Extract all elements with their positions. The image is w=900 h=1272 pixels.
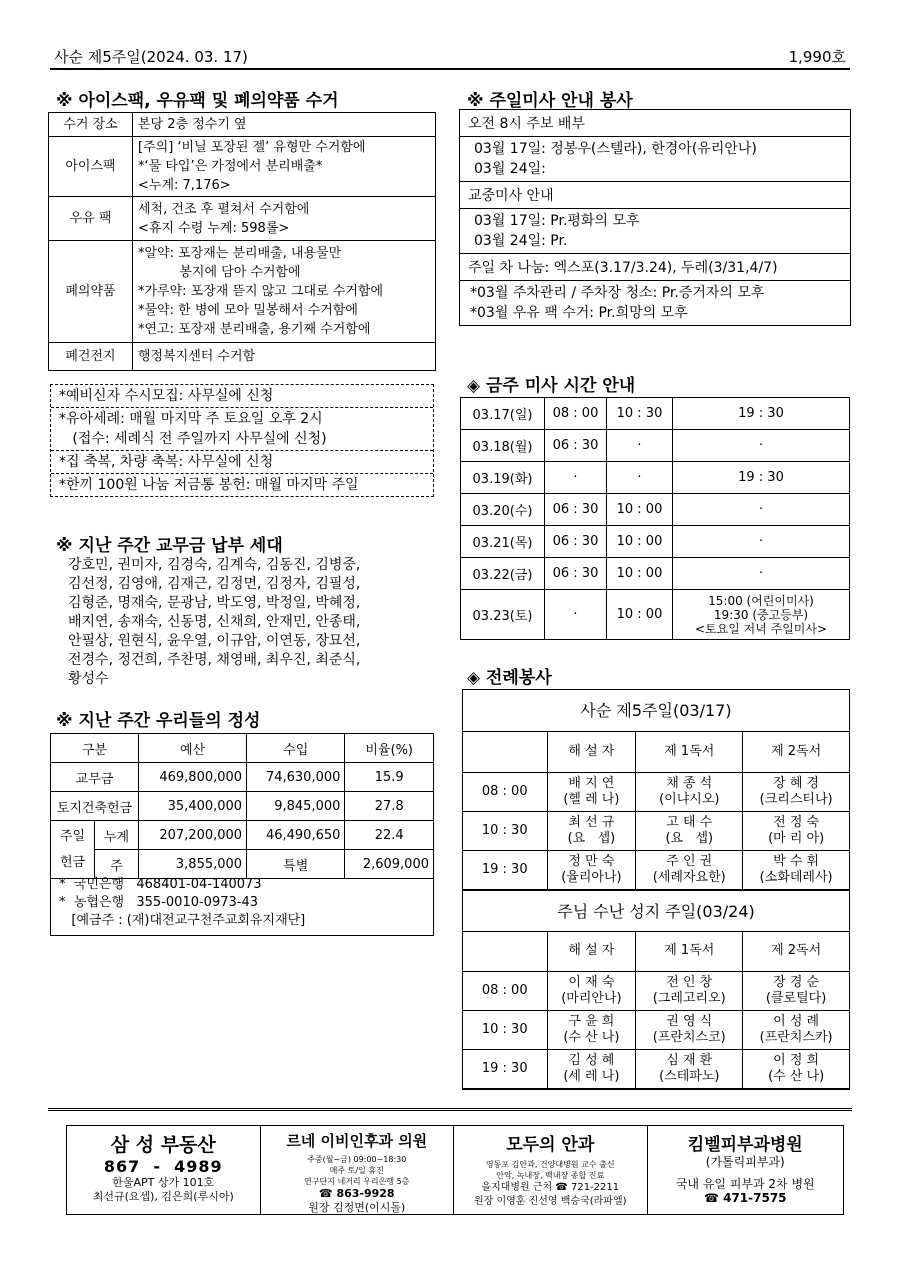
- mass-cell: 03.21(목): [461, 526, 545, 558]
- mass-cell: 03.17(일): [461, 398, 545, 430]
- finance-title: ※ 지난 주간 우리들의 정성: [56, 711, 261, 731]
- finance-cell: 15.9: [345, 763, 434, 792]
- ad-skin-clinic: [648, 1126, 844, 1214]
- donor-line: 김형준, 명재숙, 문광남, 박도영, 박정일, 박혜정,: [68, 595, 361, 611]
- service-week-title: 사순 제5주일(03/17): [463, 690, 849, 732]
- service-col-header: 제 1독서: [636, 732, 743, 772]
- finance-cell: 2,609,000: [345, 850, 434, 879]
- collect-key: 수거 장소: [49, 113, 133, 137]
- mass-cell: 03.19(화): [461, 462, 545, 494]
- collect-value: 본당 2층 정수기 옆: [133, 113, 436, 137]
- mass-table: [460, 397, 850, 640]
- service-person: 박 수 휘 (소화데레사): [743, 850, 849, 889]
- mass-cell: ·: [545, 462, 607, 494]
- collect-value: 세척, 건조 후 펼쳐서 수거함에 <휴지 수령 누계: 598롤>: [133, 197, 436, 241]
- mass-cell: 06 : 30: [545, 430, 607, 462]
- ad-line: 연구단지 네거리 우리은행 5층: [304, 1177, 410, 1186]
- service-time: 19 : 30: [463, 1050, 547, 1089]
- mass-cell: 03.18(월): [461, 430, 545, 462]
- ad-name: 르네 이비인후과 의원: [286, 1132, 428, 1150]
- ad-name: 삼 성 부동산: [110, 1134, 216, 1156]
- collect-value: 행정복지센터 수거함: [133, 343, 436, 371]
- collect-value: [주의] ‘비닐 포장된 젤’ 유형만 수거함에 *‘물 타입’은 가정에서 분리배출* <누계: 7,176>: [133, 137, 436, 197]
- service-title: ◈ 전례봉사: [467, 668, 552, 688]
- ad-realestate: [67, 1126, 261, 1214]
- donor-line: 김선정, 김영애, 김재근, 김정면, 김정자, 김필성,: [68, 576, 361, 592]
- mass-cell: 19 : 30: [673, 462, 850, 494]
- finance-cell: 특별: [247, 850, 345, 879]
- notice-item: *집 축복, 차량 축복: 사무실에 신청: [51, 451, 433, 474]
- collect-table: [48, 112, 436, 371]
- bank-line: [예금주 : (재)대전교구천주교회유지재단]: [59, 913, 306, 928]
- service-person: 심 재 환 (스테파노): [636, 1050, 743, 1089]
- mass-cell: ·: [607, 430, 673, 462]
- collect-key: 아이스팩: [49, 137, 133, 197]
- finance-cell: 주: [95, 850, 139, 879]
- finance-cell: 교무금: [51, 763, 139, 792]
- mass-cell: ·: [673, 494, 850, 526]
- mass-cell: ·: [545, 590, 607, 640]
- service-col-header: 제 1독서: [636, 932, 743, 972]
- sunday-head: 오전 8시 주보 배부: [460, 110, 850, 137]
- mass-cell: ·: [607, 462, 673, 494]
- ad-line: 최선규(요셉), 김은희(루시아): [92, 1190, 234, 1203]
- ads-bar: [66, 1125, 844, 1215]
- service-box: [462, 689, 850, 1090]
- footer-divider: [48, 1108, 852, 1111]
- service-col-header: 제 2독서: [743, 732, 849, 772]
- sunday-box: [459, 109, 851, 326]
- finance-cell: 46,490,650: [247, 821, 345, 850]
- collect-value: *알약: 포장재는 분리배출, 내용물만 봉지에 담아 수거함에 *가루약: 포장재 뜯지 않고 그대로 수거함에 *물약: 한 병에 모아 밀봉해서 수거함에 *연고: 포장재 분리배출, 용기째 수거함에: [133, 241, 436, 343]
- sunday-line: 03월 17일: 정봉우(스텔라), 한경아(유리안나): [474, 141, 757, 157]
- donor-line: 전경수, 정건희, 주찬명, 채영배, 최우진, 최준식,: [68, 652, 361, 668]
- service-col-header: 해 설 자: [547, 932, 636, 972]
- mass-cell: 03.22(금): [461, 558, 545, 590]
- service-table-week2: [463, 932, 849, 1090]
- finance-cell: 35,400,000: [139, 792, 247, 821]
- sunday-head: 주일 차 나눔: 엑스포(3.17/3.24), 두레(3/31,4/7): [460, 254, 850, 281]
- mass-cell: 10 : 00: [607, 558, 673, 590]
- notice-item: *유아세례: 매월 마지막 주 토요일 오후 2시 (접수: 세례식 전 주일까지 사무실에 신청): [51, 408, 433, 451]
- service-col-header: 해 설 자: [547, 732, 636, 772]
- mass-cell: 06 : 30: [545, 558, 607, 590]
- finance-cell: 토지건축헌금: [51, 792, 139, 821]
- collect-key: 우유 팩: [49, 197, 133, 241]
- finance-cell: 74,630,000: [247, 763, 345, 792]
- service-time: 08 : 00: [463, 772, 547, 811]
- service-person: 전 인 창 (그레고리오): [636, 972, 743, 1011]
- finance-cell: 누계: [95, 821, 139, 850]
- finance-cell: 207,200,000: [139, 821, 247, 850]
- sunday-line: 03월 24일: Pr.: [474, 233, 568, 249]
- ad-line: 국내 유일 피부과 2차 병원: [675, 1177, 815, 1191]
- finance-cell: 9,845,000: [247, 792, 345, 821]
- finance-header: 수입: [247, 734, 345, 763]
- mass-cell: 06 : 30: [545, 494, 607, 526]
- donor-line: 배지연, 송재숙, 신동명, 신채희, 안재민, 안종태,: [68, 614, 361, 630]
- collect-key: 폐건전지: [49, 343, 133, 371]
- ad-line: (가톨릭피부과): [705, 1155, 785, 1169]
- service-person: 최 선 규 (요 셉): [547, 811, 636, 850]
- donor-line: 황성수: [68, 671, 109, 687]
- service-time: 08 : 00: [463, 972, 547, 1011]
- service-person: 정 만 숙 (율리아나): [547, 850, 636, 889]
- donor-line: 강호민, 권미자, 김경숙, 김계숙, 김동진, 김병중,: [68, 557, 361, 573]
- service-person: 이 성 례 (프란치스카): [743, 1011, 849, 1050]
- ad-eye-clinic: [454, 1126, 648, 1214]
- service-col-header: 제 2독서: [743, 932, 849, 972]
- notice-item: *한끼 100원 나눔 저금통 봉헌: 매월 마지막 주일: [59, 477, 359, 493]
- ad-line: 원장 김정면(이시돌): [308, 1201, 406, 1214]
- finance-cell: 3,855,000: [139, 850, 247, 879]
- sunday-line: 03월 17일: Pr.평화의 모후: [474, 213, 640, 229]
- service-person: 전 정 숙 (마 리 아): [743, 811, 849, 850]
- ad-line: 주중(월~금) 09:00~18:30: [307, 1155, 407, 1164]
- service-person: 권 영 식 (프란치스코): [636, 1011, 743, 1050]
- service-person: 구 윤 희 (수 산 나): [547, 1011, 636, 1050]
- mass-sat-note: 15:00 (어린이미사) 19:30 (중고등부) <토요일 저녁 주일미사>: [673, 590, 850, 640]
- finance-cell: 주일 헌금: [51, 821, 95, 879]
- sunday-line: 03월 24일:: [474, 161, 546, 177]
- mass-cell: ·: [673, 430, 850, 462]
- collect-key: 폐의약품: [49, 241, 133, 343]
- ad-name: 모두의 안과: [506, 1135, 595, 1155]
- mass-cell: 03.23(토): [461, 590, 545, 640]
- service-time: 19 : 30: [463, 850, 547, 889]
- mass-cell: 19 : 30: [673, 398, 850, 430]
- mass-cell: 08 : 00: [545, 398, 607, 430]
- sunday-title: ※ 주일미사 안내 봉사: [467, 91, 633, 111]
- issue-date: 사순 제5주일(2024. 03. 17): [54, 48, 248, 66]
- service-person: 주 인 권 (세례자요한): [636, 850, 743, 889]
- mass-cell: 10 : 00: [607, 526, 673, 558]
- sunday-line: *03월 우유 팩 수거: Pr.희망의 모후: [470, 305, 688, 321]
- bank-line: * 농협은행 355-0010-0973-43: [59, 895, 258, 910]
- service-person: 김 성 혜 (세 레 나): [547, 1050, 636, 1089]
- service-person: 장 경 순 (클로틸다): [743, 972, 849, 1011]
- service-person: 이 정 희 (수 산 나): [743, 1050, 849, 1089]
- ad-line: 매주 토/일 휴진: [329, 1166, 384, 1175]
- finance-header: 예산: [139, 734, 247, 763]
- donors-title: ※ 지난 주간 교무금 납부 세대: [56, 536, 283, 556]
- bank-info: [50, 872, 434, 936]
- ad-line: 안악, 녹내장, 백내장 종합 진료: [496, 1171, 605, 1180]
- notice-box: [50, 384, 434, 497]
- ad-line: 원장 이영훈 진선영 백승국(라파엘): [473, 1196, 627, 1207]
- ad-line: 영동포 김안과, 건양대병원 교수 출신: [485, 1160, 615, 1169]
- mass-cell: ·: [673, 526, 850, 558]
- finance-table: [50, 733, 434, 879]
- service-corner: [463, 732, 547, 772]
- service-person: 고 태 수 (요 셉): [636, 811, 743, 850]
- service-time: 10 : 30: [463, 811, 547, 850]
- ad-phone: ☎ 863-9928: [318, 1187, 395, 1200]
- mass-cell: 06 : 30: [545, 526, 607, 558]
- service-person: 배 지 연 (헬 레 나): [547, 772, 636, 811]
- mass-cell: 10 : 00: [607, 590, 673, 640]
- mass-title: ◈ 금주 미사 시간 안내: [467, 376, 636, 396]
- service-person: 채 종 석 (이냐시오): [636, 772, 743, 811]
- finance-header: 구분: [51, 734, 139, 763]
- sunday-head: 교중미사 안내: [460, 182, 850, 209]
- service-person: 이 재 숙 (마리안나): [547, 972, 636, 1011]
- service-week-title: 주님 수난 성지 주일(03/24): [463, 890, 849, 932]
- donor-list: [68, 556, 438, 689]
- ad-phone: ☎ 471-7575: [703, 1191, 787, 1205]
- service-table-week1: [463, 732, 849, 890]
- mass-cell: ·: [673, 558, 850, 590]
- ad-name: 킴벨피부과병원: [687, 1135, 803, 1155]
- mass-cell: 03.20(수): [461, 494, 545, 526]
- finance-cell: 469,800,000: [139, 763, 247, 792]
- sunday-line: *03월 주차관리 / 주차장 청소: Pr.증거자의 모후: [470, 285, 765, 301]
- ad-ent-clinic: [261, 1126, 455, 1214]
- donor-line: 안필상, 원현식, 윤우열, 이규암, 이연동, 장묘선,: [68, 633, 361, 649]
- finance-cell: 22.4: [345, 821, 434, 850]
- service-corner: [463, 932, 547, 972]
- finance-header: 비율(%): [345, 734, 434, 763]
- issue-number: 1,990호: [788, 48, 846, 66]
- ad-phone: 867 - 4989: [103, 1157, 223, 1176]
- service-person: 장 혜 경 (크리스티나): [743, 772, 849, 811]
- service-time: 10 : 30: [463, 1011, 547, 1050]
- page-header: [50, 44, 850, 70]
- mass-cell: 10 : 30: [607, 398, 673, 430]
- ad-line: 을지대병원 근처 ☎ 721-2211: [481, 1182, 620, 1193]
- finance-cell: 27.8: [345, 792, 434, 821]
- collect-title: ※ 아이스팩, 우유팩 및 폐의약품 수거: [56, 91, 339, 111]
- bank-line: * 국민은행 468401-04-140073: [59, 877, 262, 892]
- ad-line: 한울APT 상가 101호: [112, 1176, 215, 1189]
- notice-item: *예비신자 수시모집: 사무실에 신청: [51, 385, 433, 408]
- mass-cell: 10 : 00: [607, 494, 673, 526]
